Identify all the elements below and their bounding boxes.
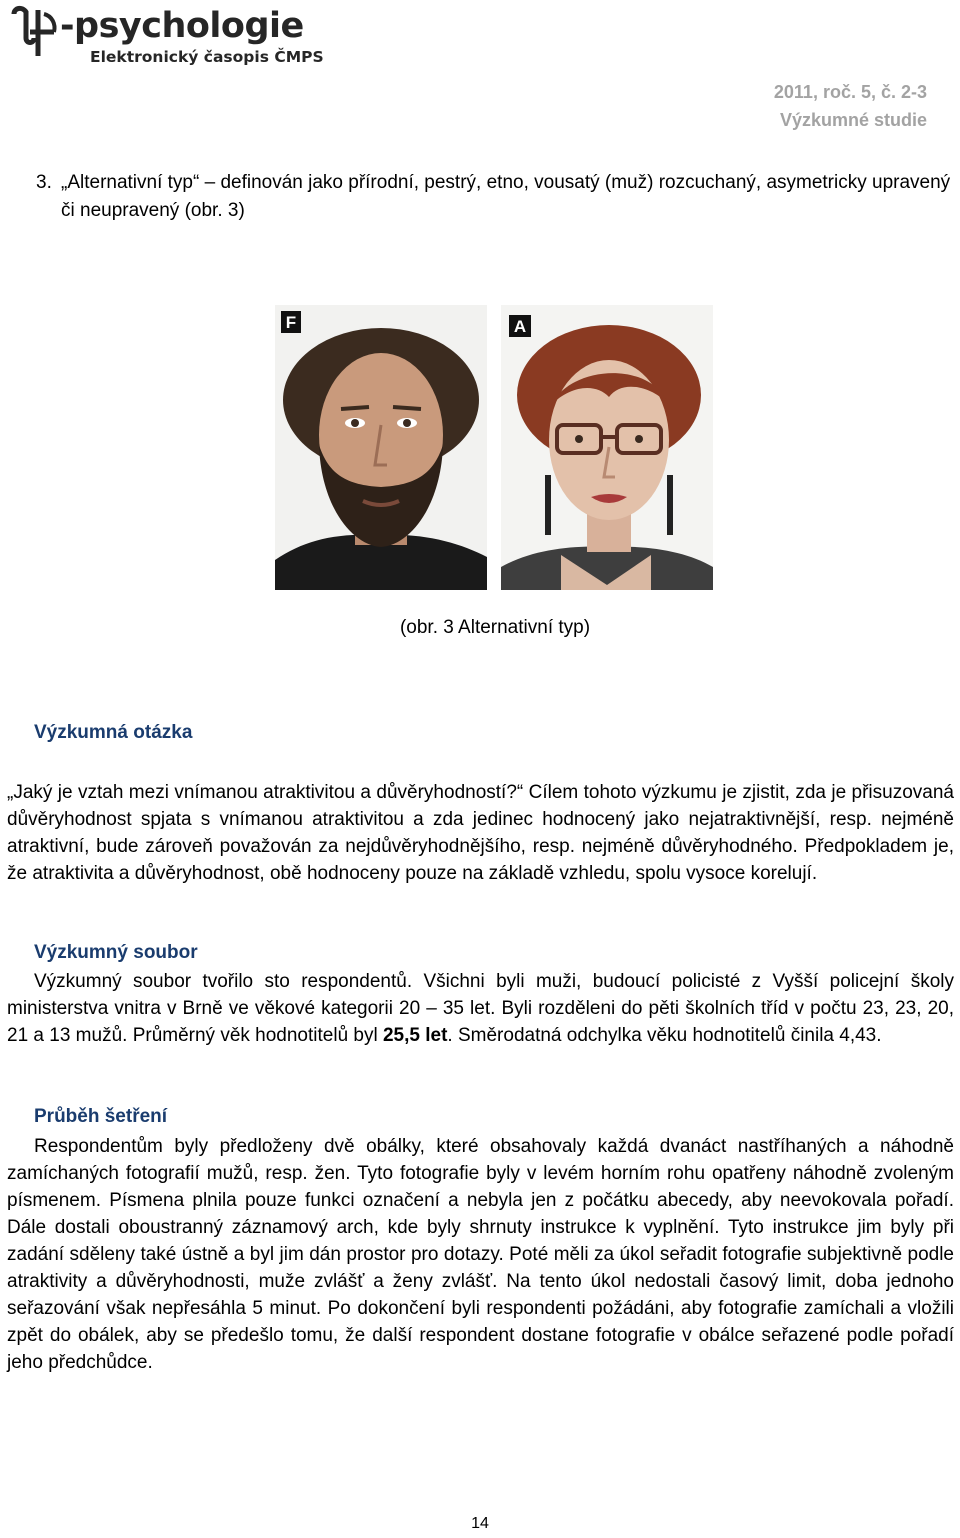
section-name: Výzkumné studie xyxy=(779,110,927,130)
mean-age-value: 25,5 let xyxy=(382,1025,448,1046)
photo-letter-a: A xyxy=(513,317,527,336)
figure-photos xyxy=(275,305,715,590)
issue-number: 2011, roč. 5, č. 2-3 xyxy=(773,82,927,102)
list-text: „Alternativní typ“ – definován jako přírodní, pestrý, etno, vousatý (muž) rozcuchaný, asymetricky upravený či neupravený (obr. 3) xyxy=(61,172,951,221)
heading-procedure: Průběh šetření xyxy=(34,1106,168,1127)
heading-research-question: Výzkumná otázka xyxy=(34,722,193,743)
photo-woman xyxy=(501,305,713,590)
logo-subtitle: Elektronický časopis ČMPS xyxy=(90,48,324,66)
photo-letter-f: F xyxy=(285,313,297,332)
psi-logo-icon xyxy=(8,4,60,62)
paragraph-procedure xyxy=(7,1133,954,1376)
sample-text-after: . Směrodatná odchylka věku hodnotitelů činila 4,43. xyxy=(447,1025,882,1046)
page-number: 14 xyxy=(471,1515,489,1532)
list-item xyxy=(36,169,956,225)
logo-title: -psychologie xyxy=(60,6,304,46)
issue-info xyxy=(774,78,927,134)
photo-man xyxy=(275,305,487,590)
journal-logo xyxy=(8,4,358,70)
figure-caption: (obr. 3 Alternativní typ) xyxy=(399,617,591,638)
procedure-text: Respondentům byly předloženy dvě obálky, které obsahovaly každá dvanáct nastříhaných a náhodně zamíchaných fotografií mužů, resp. žen. Tyto fotografie byly v levém horním rohu opatřeny náhodně zvoleným písmenem. Písmena plnila pouze funkci označení a nebyla jen z počátku abecedy, aby neevokovala pořadí. Dále dostali oboustranný záznamový arch, kde byly shrnuty instrukce k vyplnění. Tyto instrukce jim byly při zadání sděleny také ústně a byl jim dán prostor pro dotazy. Poté měli za úkol seřadit fotografie subjektivně podle atraktivity a důvěryhodnosti, muže zvlášť a ženy zvlášť. Na tento úkol nedostali časový limit, doba jednoho seřazování však nepřesáhla 5 minut. Po dokončení byli respondenti požádáni, aby fotografie zamíchali a vložili zpět do obálek, aby se předešlo tomu, že další respondent dostane fotografie v obálce seřazené podle pořadí jeho předchůdce. xyxy=(7,1136,954,1373)
list-number: 3. xyxy=(36,172,52,193)
paragraph-research-sample xyxy=(7,968,954,1049)
sample-text-before: Výzkumný soubor tvořilo sto respondentů. Všichni byli muži, budoucí policisté z Vyšší policejní školy ministerstva vnitra v Brně ve věkové kategorii 20 – 35 let. Byli rozděleni do pěti školních tříd v počtu 23, 23, 20, 21 a 13 mužů. Průměrný věk hodnotitelů byl xyxy=(7,971,954,1046)
heading-research-sample: Výzkumný soubor xyxy=(34,942,198,963)
research-question-text: „Jaký je vztah mezi vnímanou atraktivitou a důvěryhodností?“ Cílem tohoto výzkumu je zjistit, zda je přisuzovaná důvěryhodnost spjata s vnímanou atraktivitou a zda jedinec hodnocený jako nejatraktivnější, resp. nejméně atraktivní, bude zároveň považován za nejdůvěryhodnějšího, resp. nejméně důvěryhodného. Předpokladem je, že atraktivita a důvěryhodnost, obě hodnoceny pouze na základě vzhledu, spolu vysoce korelují. xyxy=(7,782,954,884)
paragraph-research-question xyxy=(7,779,954,887)
